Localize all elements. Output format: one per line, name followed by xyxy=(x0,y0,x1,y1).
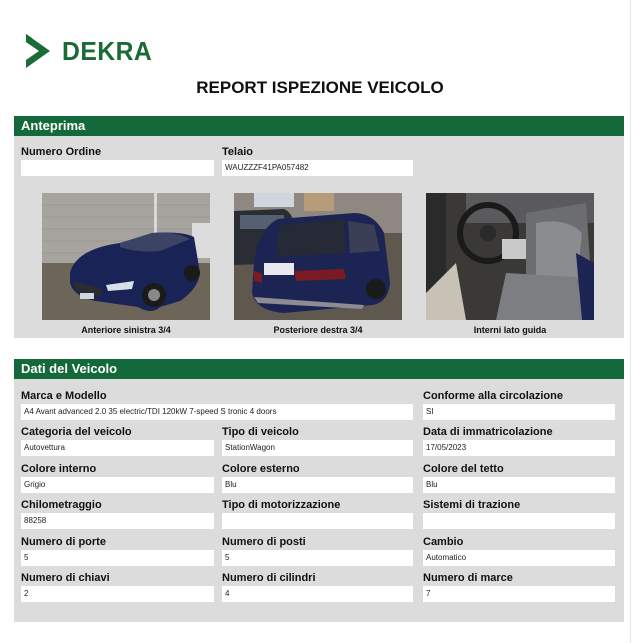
doors-count-field xyxy=(21,535,214,566)
field-label: Numero di cilindri xyxy=(222,572,316,584)
drive-system-field xyxy=(423,498,615,529)
field-label: Telaio xyxy=(222,146,253,158)
seats-count-field xyxy=(222,535,413,566)
photo-caption: Interni lato guida xyxy=(473,325,547,335)
interior-color-field xyxy=(21,462,214,493)
field-value: Autovettura xyxy=(21,440,214,456)
field-value: 7 xyxy=(423,586,615,602)
field-label: Data di immatricolazione xyxy=(423,426,553,438)
field-value: 17/05/2023 xyxy=(423,440,615,456)
field-label: Numero di porte xyxy=(21,536,106,548)
roof-color-field xyxy=(423,462,615,493)
brand-name: DEKRA xyxy=(62,35,153,66)
dekra-logo xyxy=(24,31,157,71)
field-value: StationWagon xyxy=(222,440,413,456)
photo-caption: Anteriore sinistra 3/4 xyxy=(81,325,171,335)
roadworthy-value: SI xyxy=(423,404,615,420)
field-value xyxy=(222,513,413,529)
field-label: Numero di posti xyxy=(222,536,306,548)
field-label: Colore interno xyxy=(21,463,97,475)
make-model-field xyxy=(21,389,413,420)
preview-section xyxy=(14,116,624,338)
make-model-value: A4 Avant advanced 2.0 35 electric/TDI 120kW 7-speed S tronic 4 doors xyxy=(21,404,413,420)
engine-type-field xyxy=(222,498,413,529)
order-number-value xyxy=(21,160,214,176)
field-label: Conforme alla circolazione xyxy=(423,390,563,402)
field-value: Blu xyxy=(423,477,615,493)
field-value xyxy=(423,513,615,529)
field-value: 5 xyxy=(222,550,413,566)
field-label: Colore del tetto xyxy=(423,463,504,475)
photo-caption: Posteriore destra 3/4 xyxy=(273,325,363,335)
order-number-field xyxy=(21,145,214,176)
driver-side-interior-photo[interactable] xyxy=(426,193,594,320)
field-label: Tipo di motorizzazione xyxy=(222,499,341,511)
field-label: Numero di chiavi xyxy=(21,572,110,584)
report-title: REPORT ISPEZIONE VEICOLO xyxy=(196,78,444,97)
field-label: Numero Ordine xyxy=(21,146,102,158)
field-label: Sistemi di trazione xyxy=(423,499,521,511)
field-value: 88258 xyxy=(21,513,214,529)
field-label: Colore esterno xyxy=(222,463,300,475)
vin-field xyxy=(222,145,413,176)
keys-count-field xyxy=(21,571,214,602)
roadworthy-field xyxy=(423,389,615,420)
field-value: 5 xyxy=(21,550,214,566)
mileage-field xyxy=(21,498,214,529)
field-value: Automatico xyxy=(423,550,615,566)
rear-right-car-photo[interactable] xyxy=(234,193,402,320)
field-label: Numero di marce xyxy=(423,572,513,584)
vin-value: WAUZZZF41PA057482 xyxy=(222,160,413,176)
section-header: Dati del Veicolo xyxy=(14,359,624,379)
field-value: Blu xyxy=(222,477,413,493)
vehicle-category-field xyxy=(21,425,214,456)
field-value: Grigio xyxy=(21,477,214,493)
dekra-arrow-logo-icon xyxy=(24,32,52,70)
gearbox-field xyxy=(423,535,615,566)
section-header: Anteprima xyxy=(14,116,624,136)
field-label: Tipo di veicolo xyxy=(222,426,299,438)
field-label: Cambio xyxy=(423,536,464,548)
vehicle-type-field xyxy=(222,425,413,456)
vehicle-data-section xyxy=(14,359,624,622)
cylinders-count-field xyxy=(222,571,413,602)
field-label: Marca e Modello xyxy=(21,390,107,402)
field-value: 2 xyxy=(21,586,214,602)
field-value: 4 xyxy=(222,586,413,602)
exterior-color-field xyxy=(222,462,413,493)
field-label: Chilometraggio xyxy=(21,499,102,511)
field-label: Categoria del veicolo xyxy=(21,426,132,438)
front-left-car-photo[interactable] xyxy=(42,193,210,320)
registration-date-field xyxy=(423,425,615,456)
gears-count-field xyxy=(423,571,615,602)
